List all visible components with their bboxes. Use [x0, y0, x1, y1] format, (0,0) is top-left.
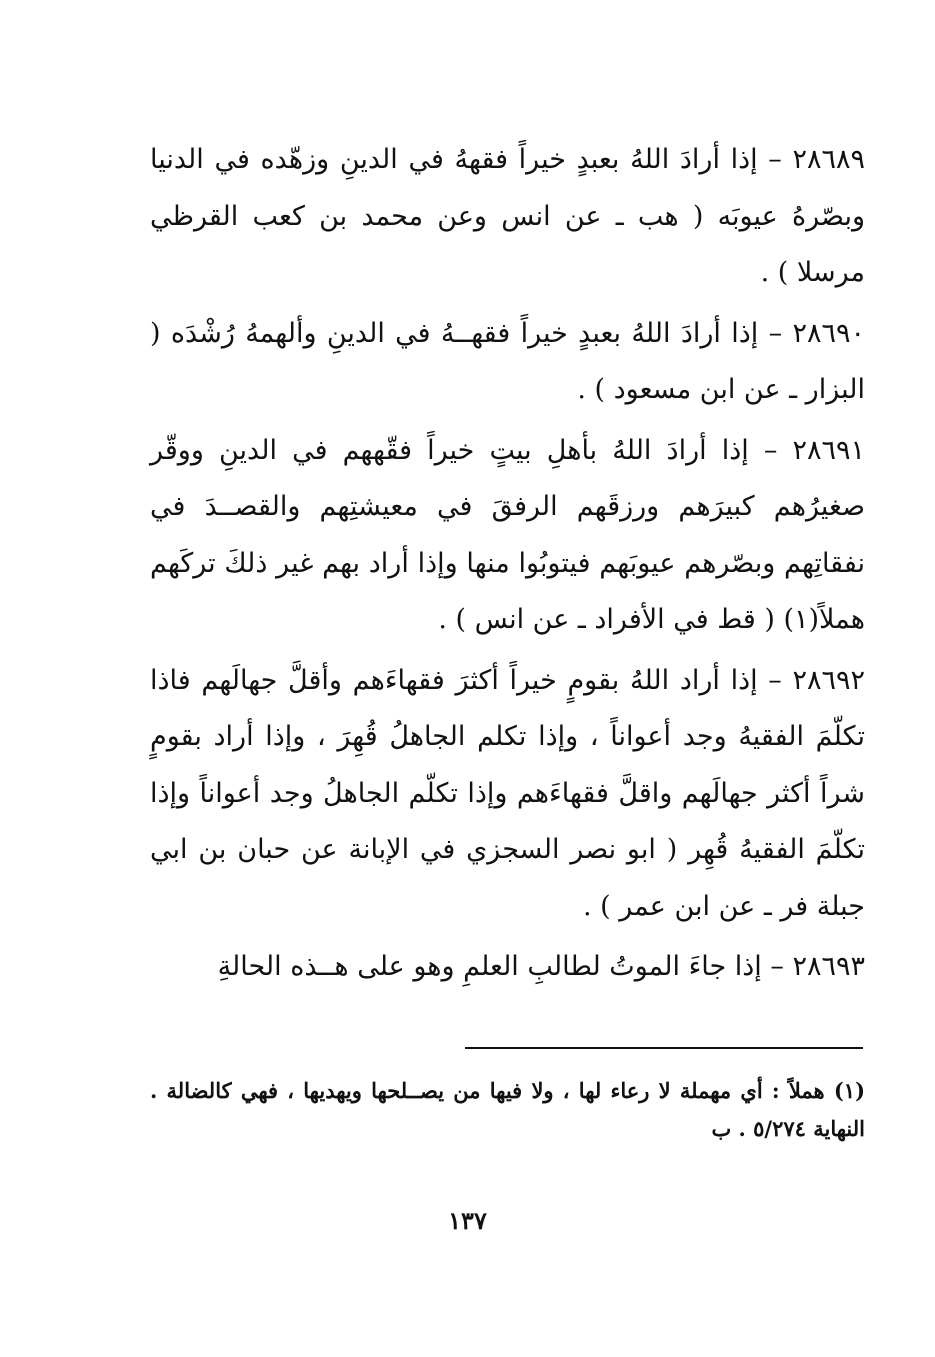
entry-text: – إذا جاءَ الموتُ لطالبِ العلمِ وهو على هــذه الحالةِ [217, 951, 784, 982]
entry-number: ٢٨٦٩١ [792, 434, 865, 466]
footnote [150, 1072, 865, 1148]
entry-text: – إذا أرادَ اللهُ بعبدٍ خيراً فقهــهُ في الدينِ وألهمهُ رُشْدَه ( البزار ـ عن ابن مسعود ) . [150, 317, 865, 405]
hadith-entry-28689 [150, 132, 865, 302]
entry-text: – إذا أرادَ اللهُ بعبدٍ خيراً فقههُ في الدينِ وزهّده في الدنيا وبصّرهُ عيوبَه ( هب ـ عن انس وعن محمد بن كعب القرظي مرسلا ) . [150, 144, 865, 288]
hadith-entry-28690 [150, 306, 865, 419]
entry-number: ٢٨٦٩٠ [792, 317, 866, 349]
footnote-divider [465, 1047, 863, 1049]
entry-number: ٢٨٦٨٩ [792, 144, 865, 175]
hadith-entry-28692 [150, 653, 865, 936]
entry-text: – إذا أراد اللهُ بقومٍ خيراً أكثرَ فقهاءَهم وأقلَّ جهالَهم فاذا تكلّمَ الفقيهُ وجد أعواناً ، وإذا تكلم الجاهلُ قُهِرَ ، وإذا أراد بقومٍ شراً أكثر جهالَهم واقلَّ فقهاءَهم وإذا تكلّم الجاهلُ وجد أعواناً وإذا تكلّمَ الفقيهُ قُهِر ( ابو نصر السجزي في الإبانة عن حبان بن ابي جبلة فر ـ عن ابن عمر ) . [150, 664, 865, 922]
entry-number: ٢٨٦٩٣ [792, 951, 865, 982]
hadith-entry-28693 [150, 939, 865, 996]
entry-number: ٢٨٦٩٢ [792, 664, 865, 696]
hadith-entry-28691 [150, 423, 865, 649]
page-number: ١٣٧ [448, 1206, 487, 1235]
footnote-text: (١) هملاً : أي مهملة لا رعاء لها ، ولا فيها من يصــلحها ويهديها ، فهي كالضالة . النهاية ٥/٢٧٤ . ب [150, 1078, 865, 1141]
main-text [150, 132, 865, 1000]
entry-text: – إذا أرادَ اللهُ بأهلِ بيتٍ خيراً فقّههم في الدينِ ووقّر صغيرُهم كبيرَهم ورزقَهم الرفقَ في معيشتِهم والقصــدَ في نفقاتِهم وبصّرهم عيوبَهم فيتوبُوا منها وإذا أراد بهم غير ذلكَ تركَهم هملاً(١) ( قط في الأفراد ـ عن انس ) . [150, 434, 865, 635]
